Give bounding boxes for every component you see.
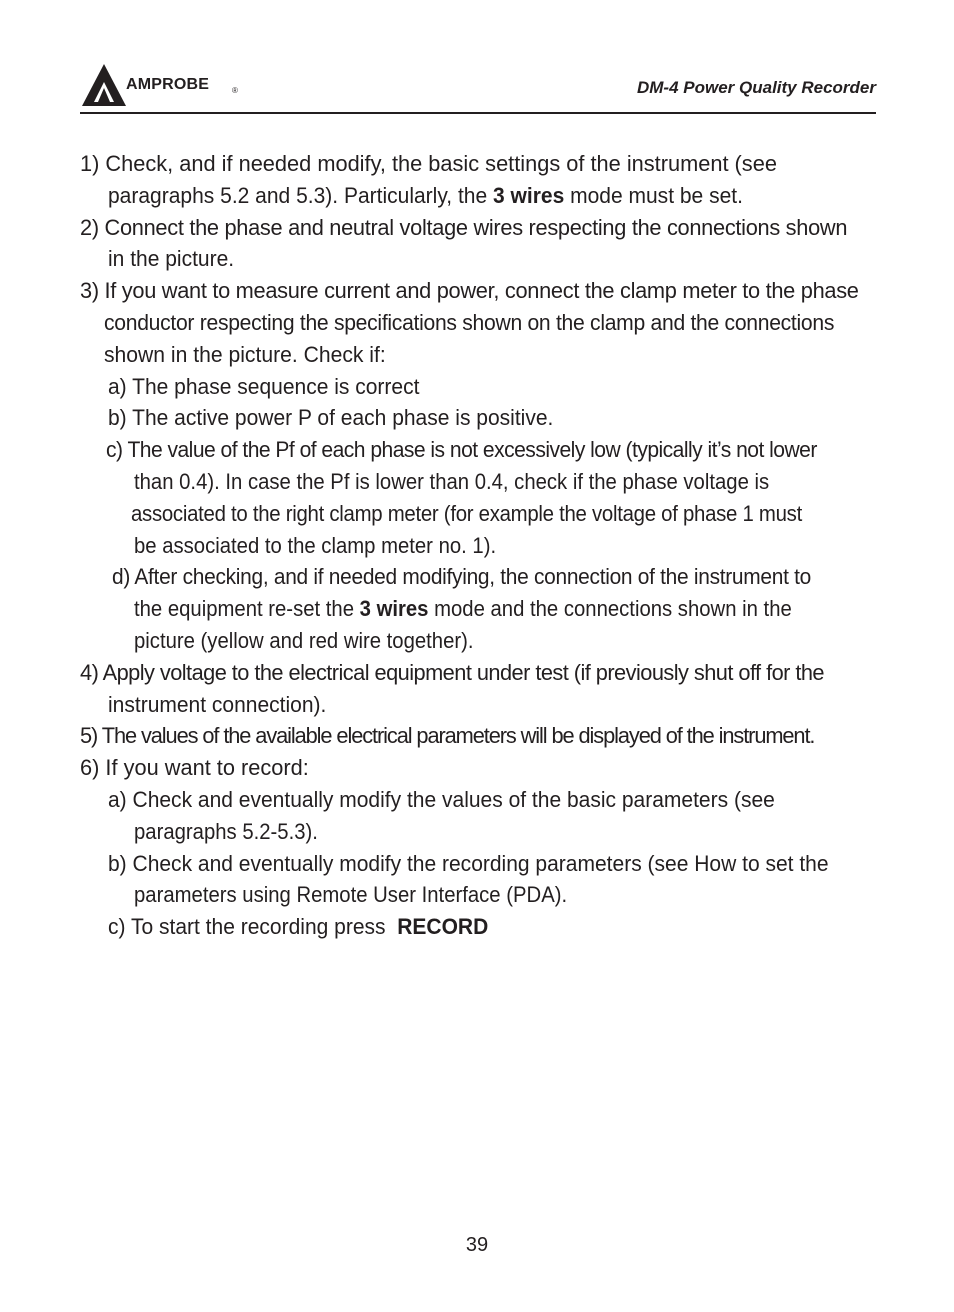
step-6a-line-2: paragraphs 5.2-5.3).: [134, 818, 318, 844]
three-wires-emphasis: 3 wires: [359, 596, 429, 622]
instructions-body: [80, 148, 880, 943]
step-1-line-1: 1) Check, and if needed modify, the basic settings of the instrument (see: [80, 151, 777, 176]
step-2-line-2: in the picture.: [108, 246, 235, 272]
step-6: 6) If you want to record:: [80, 755, 309, 781]
step-3c-line-1: c) The value of the Pf of each phase is not excessively low (typically it’s not lower: [106, 437, 817, 463]
three-wires-emphasis: 3 wires: [493, 182, 565, 208]
text: the equipment re-set the: [134, 596, 360, 622]
text: mode and the connections shown in the: [428, 596, 792, 622]
step-3d-line-3: picture (yellow and red wire together).: [134, 627, 474, 653]
step-6a-line-1: a) Check and eventually modify the values of the basic parameters (see: [108, 786, 775, 812]
step-3d-line-2: [134, 593, 872, 625]
step-4-line-2: instrument connection).: [108, 691, 327, 717]
step-3c-line-2: than 0.4). In case the Pf is lower than 0.4, check if the phase voltage is: [134, 468, 770, 494]
step-3-line-2: conductor respecting the specifications shown on the clamp and the connections: [104, 309, 835, 335]
registered-mark: ®: [232, 86, 238, 95]
step-3a: a) The phase sequence is correct: [108, 373, 420, 399]
record-key-label: RECORD: [397, 914, 489, 940]
step-3-line-3: shown in the picture. Check if:: [104, 341, 386, 367]
step-1-line-2: [108, 180, 872, 212]
step-6b-line-1: b) Check and eventually modify the recording parameters (see How to set the: [108, 850, 829, 876]
step-3c-line-3: associated to the right clamp meter (for example the voltage of phase 1 must: [131, 500, 802, 526]
amprobe-logo: [80, 60, 280, 108]
document-title: DM-4 Power Quality Recorder: [636, 78, 876, 97]
page-header: [80, 60, 876, 114]
step-3-line-1: 3) If you want to measure current and power, connect the clamp meter to the phase: [80, 278, 859, 304]
amprobe-triangle-icon: [80, 62, 128, 106]
text: c) To start the recording press: [108, 914, 398, 940]
step-3d-line-1: d) After checking, and if needed modifying, the connection of the instrument to: [112, 564, 811, 590]
brand-name: AMPROBE: [126, 76, 210, 93]
page-number: 39: [465, 1234, 489, 1256]
step-3c-line-4: be associated to the clamp meter no. 1).: [134, 532, 497, 558]
text: paragraphs 5.2 and 5.3). Particularly, the: [108, 182, 494, 208]
step-4-line-1: 4) Apply voltage to the electrical equipment under test (if previously shut off for the: [80, 659, 825, 685]
step-2-line-1: 2) Connect the phase and neutral voltage wires respecting the connections shown: [80, 214, 848, 240]
step-6b-line-2: parameters using Remote User Interface (PDA).: [134, 882, 568, 908]
step-5: 5) The values of the available electrical parameters will be displayed of the instrument.: [80, 723, 815, 749]
step-6c: [108, 911, 872, 943]
step-3b: b) The active power P of each phase is positive.: [108, 405, 554, 431]
text: mode must be set.: [564, 182, 743, 208]
